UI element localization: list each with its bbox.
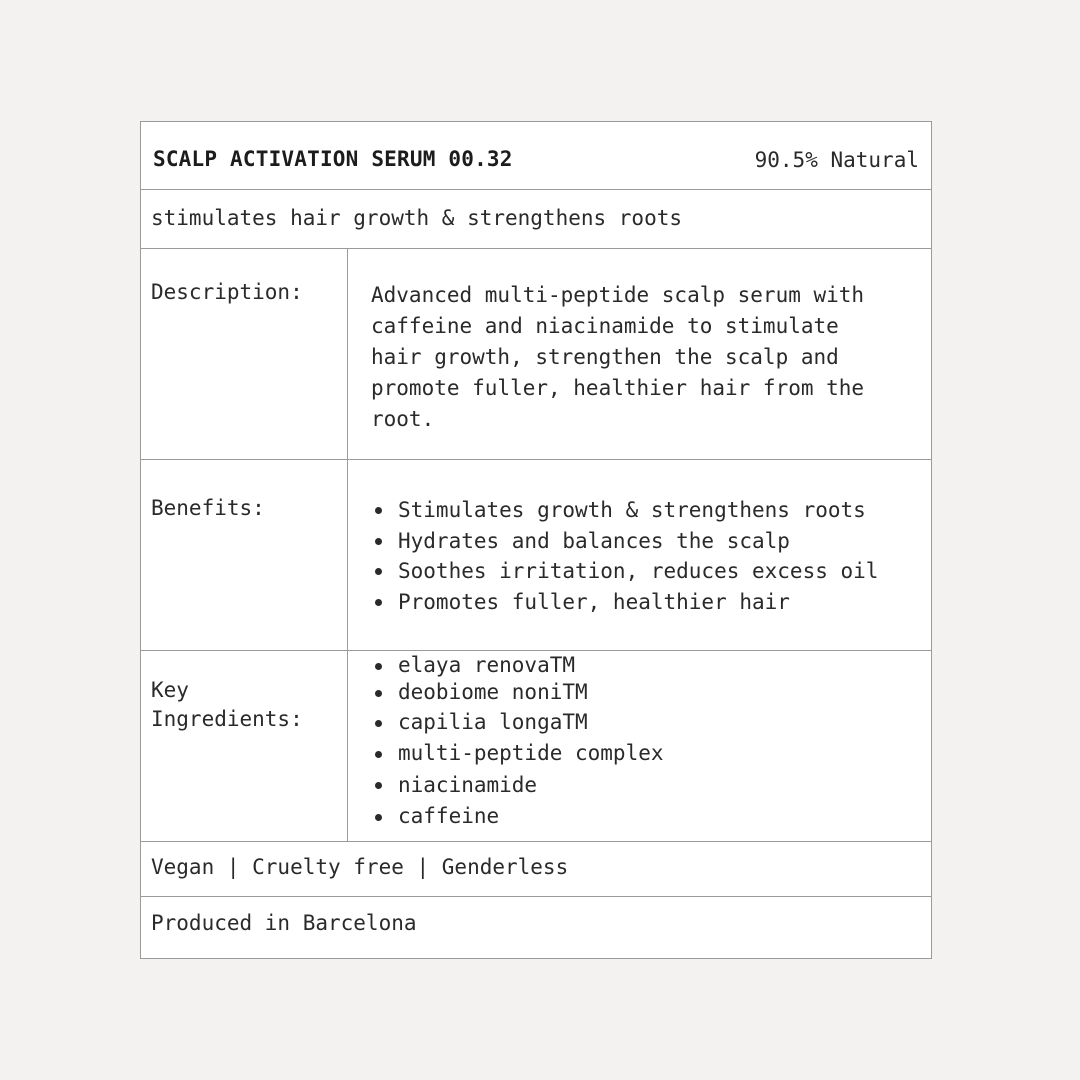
benefits-label: Benefits: bbox=[151, 496, 265, 520]
list-item: Soothes irritation, reduces excess oil bbox=[371, 556, 878, 587]
divider bbox=[141, 189, 931, 190]
column-divider bbox=[347, 248, 348, 841]
ingredients-label bbox=[151, 676, 303, 734]
divider bbox=[141, 650, 931, 651]
list-item: capilia longaTM bbox=[371, 707, 664, 738]
product-tagline: stimulates hair growth & strengthens roots bbox=[151, 206, 683, 230]
product-attributes: Vegan | Cruelty free | Genderless bbox=[151, 855, 569, 879]
list-item: multi-peptide complex bbox=[371, 738, 664, 769]
divider bbox=[141, 896, 931, 897]
list-item: caffeine bbox=[371, 801, 664, 832]
divider bbox=[141, 248, 931, 249]
list-item: Hydrates and balances the scalp bbox=[371, 526, 878, 557]
ingredients-label-line2: Ingredients: bbox=[151, 707, 303, 731]
product-origin: Produced in Barcelona bbox=[151, 911, 417, 935]
natural-percentage: 90.5% Natural bbox=[754, 148, 919, 172]
ingredients-label-line1: Key bbox=[151, 678, 189, 702]
divider bbox=[141, 841, 931, 842]
product-title: SCALP ACTIVATION SERUM 00.32 bbox=[153, 147, 513, 171]
list-item: Promotes fuller, healthier hair bbox=[371, 587, 878, 618]
benefits-list bbox=[371, 495, 878, 617]
ingredients-list bbox=[371, 653, 664, 832]
list-item: Stimulates growth & strengthens roots bbox=[371, 495, 878, 526]
list-item: elaya renovaTM bbox=[371, 653, 664, 678]
product-label-card bbox=[140, 121, 932, 959]
list-item: niacinamide bbox=[371, 769, 664, 801]
list-item: deobiome noniTM bbox=[371, 678, 664, 707]
description-text: Advanced multi-peptide scalp serum with caffeine and niacinamide to stimulate hair growth, strengthen the scalp and promote fuller, healthier hair from the root. bbox=[371, 283, 865, 431]
divider bbox=[141, 459, 931, 460]
description-label: Description: bbox=[151, 280, 303, 304]
